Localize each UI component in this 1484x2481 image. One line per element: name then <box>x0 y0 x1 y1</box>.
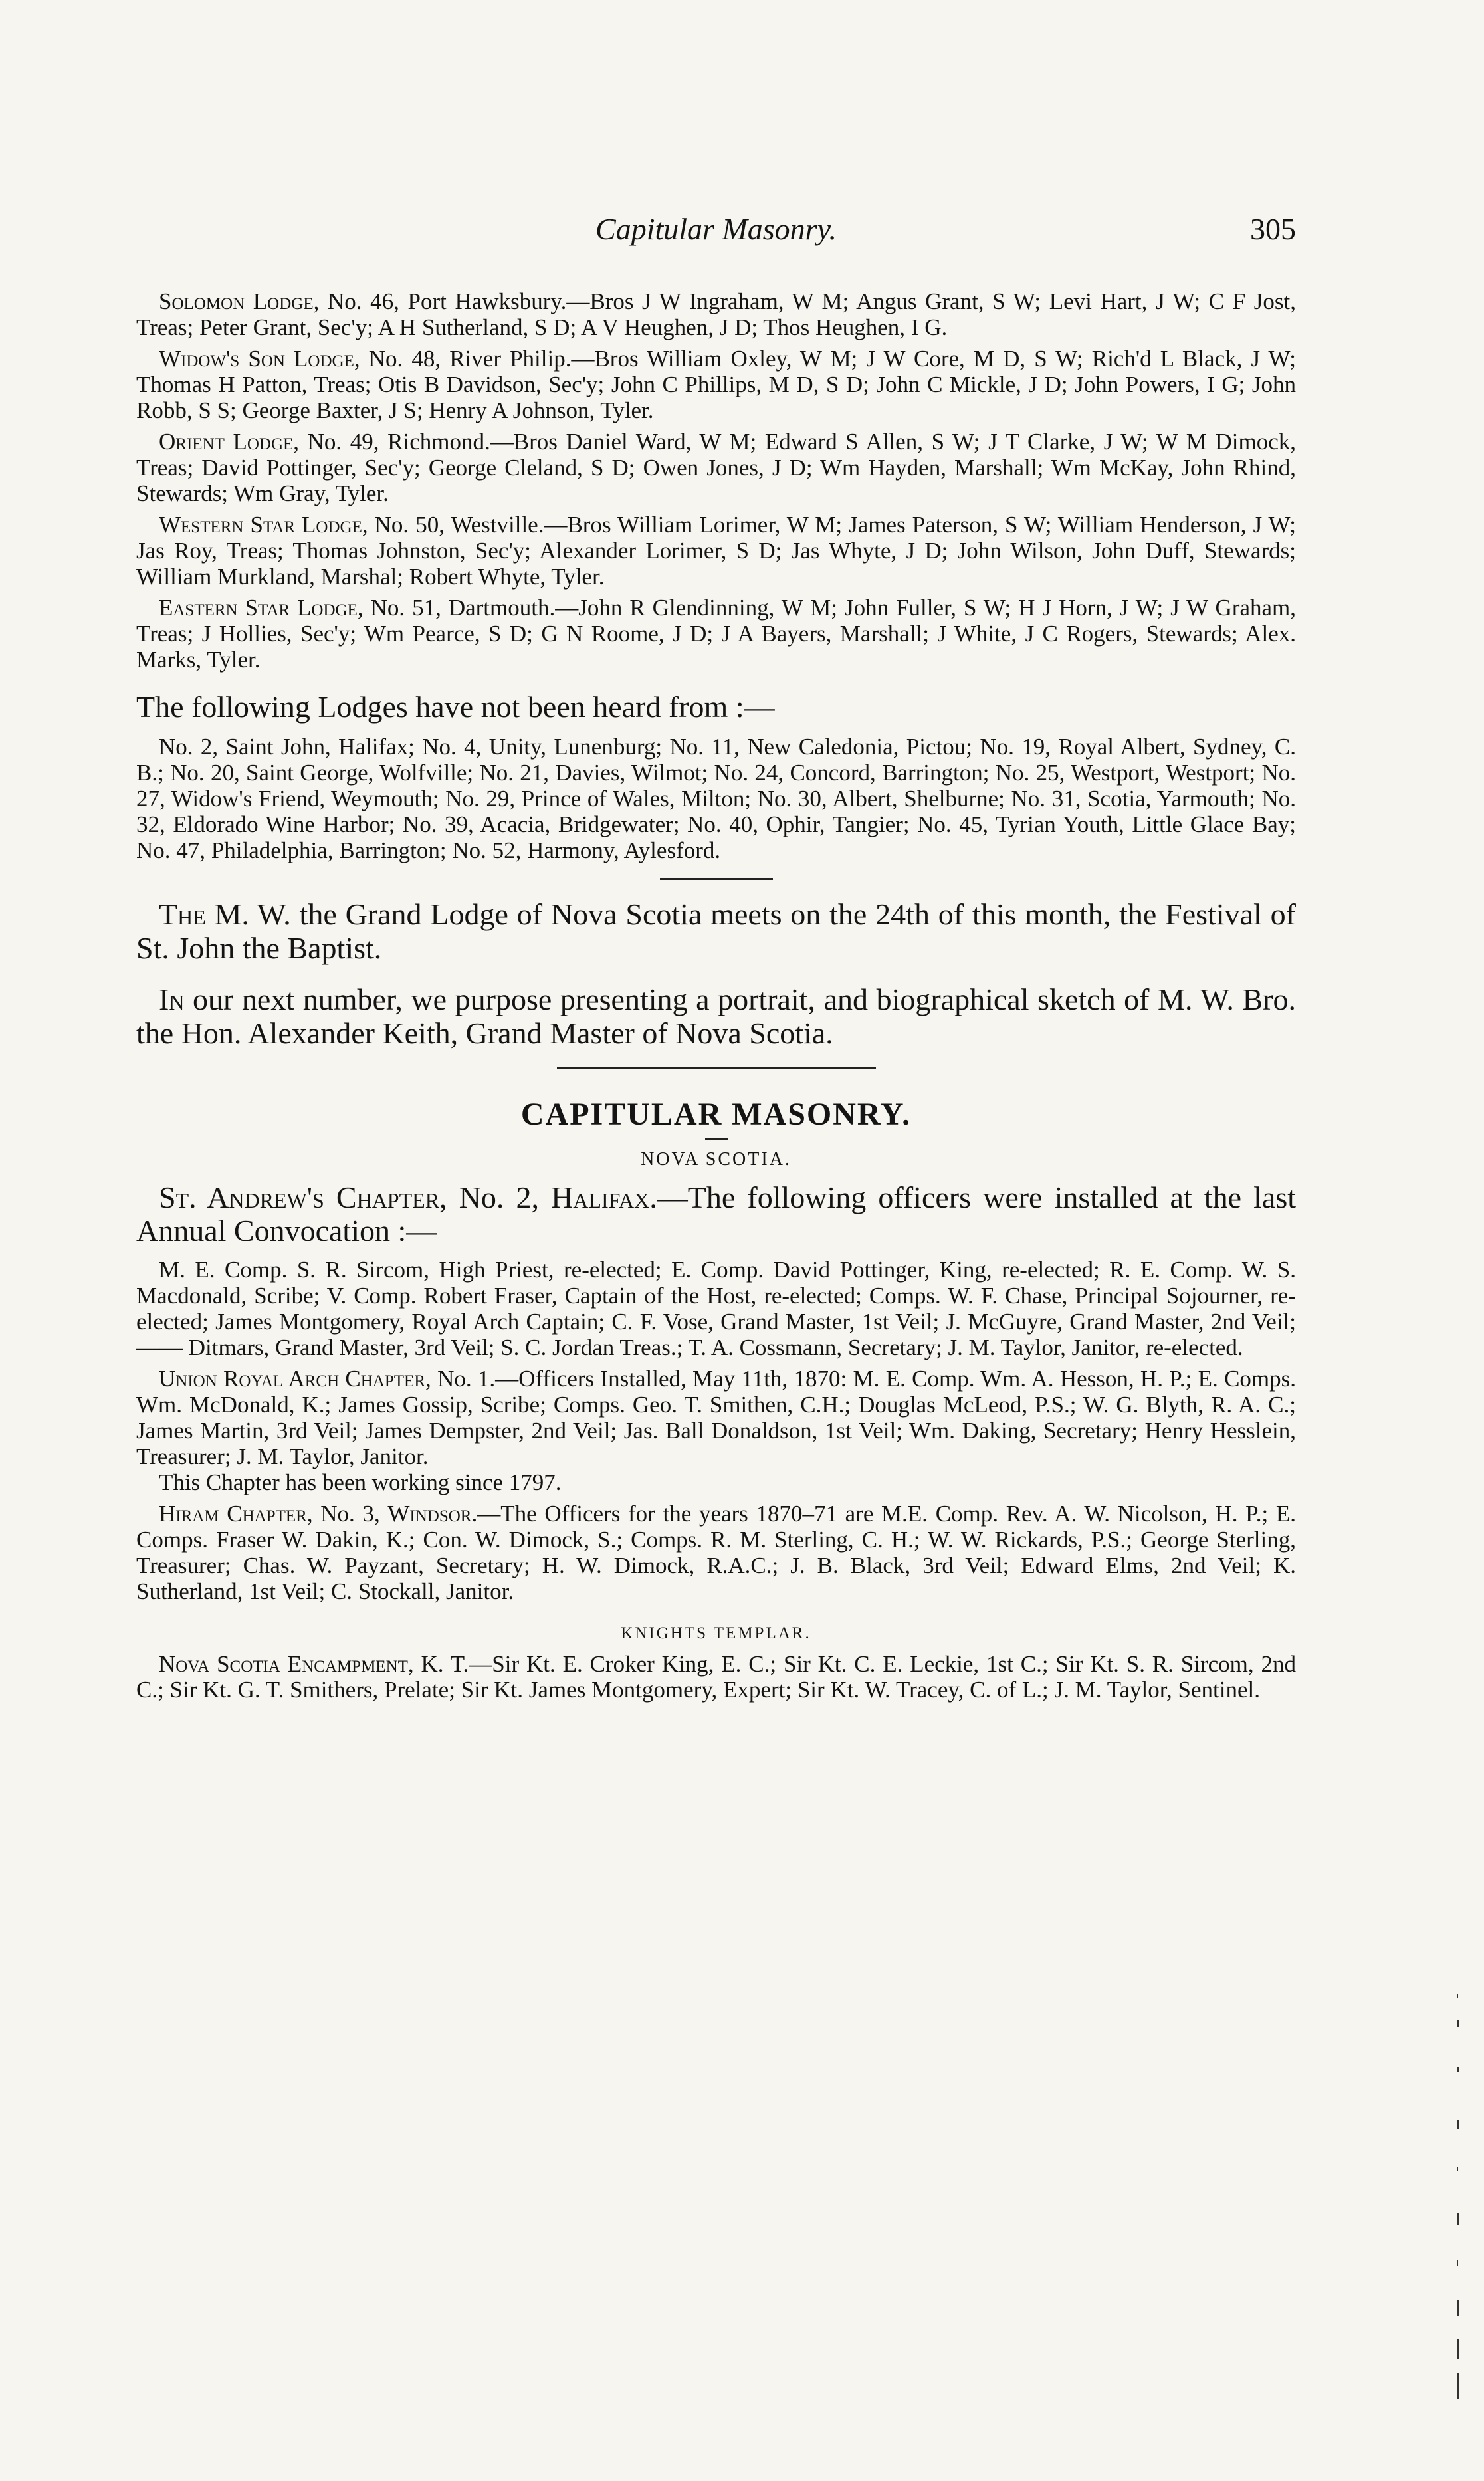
union-chapter-note: This Chapter has been working since 1797. <box>159 1469 562 1495</box>
chapter-name: St. Andrew's Chapter <box>159 1180 440 1214</box>
page-number: 305 <box>1250 212 1296 246</box>
encampment-entry <box>136 1651 1296 1703</box>
lodge-entry-western-star <box>136 512 1296 590</box>
union-chapter-entry <box>136 1366 1296 1469</box>
chapter-name: Union Royal Arch Chapter <box>159 1366 426 1392</box>
lodge-entry-widows-son <box>136 346 1296 423</box>
lodge-entry-solomon <box>136 288 1296 340</box>
chapter-place: Halifax <box>551 1180 650 1214</box>
lodge-name: Eastern Star Lodge <box>159 595 358 621</box>
section-title: CAPITULAR MASONRY. <box>520 1097 912 1132</box>
divider <box>557 1067 876 1069</box>
lodge-details: , No. 50, Westville.—Bros William Lorimer, W M; James Paterson, S W; William Henderson, J W; Jas Roy, Treas; Thomas Johnston, Sec'y; Alexander Lorimer, S D; Jas Whyte, J D; John Wilson, John Duff, Stewards; William Murkland, Marshal; Robert Whyte, Tyler. <box>136 512 1296 590</box>
chapter-number: , No. 2, <box>439 1180 552 1214</box>
lodge-name: Western Star Lodge <box>159 512 362 538</box>
running-head <box>136 211 1296 258</box>
divider <box>660 878 773 880</box>
lodge-entry-orient <box>136 429 1296 506</box>
notice-next-number <box>136 982 1296 1050</box>
encampment-details: , K. T.—Sir Kt. E. Croker King, E. C.; Sir Kt. C. E. Leckie, 1st C.; Sir Kt. S. R. Sircom, 2nd C.; Sir Kt. G. T. Smithers, Prelate; Sir Kt. James Montgomery, Expert; Sir Kt. W. Tracey, C. of L.; J. M. Taylor, Sentinel. <box>136 1651 1296 1703</box>
not-heard-heading: The following Lodges have not been heard from :— <box>136 690 775 724</box>
notice-grand-lodge <box>136 897 1296 965</box>
chapter-intro-text: .—The following officers were installed at the last Annual Convocation :— <box>136 1180 1296 1247</box>
lodge-entry-eastern-star <box>136 595 1296 673</box>
lodge-details: , No. 49, Richmond.—Bros Daniel Ward, W M; Edward S Allen, S W; J T Clarke, J W; W M Dimock, Treas; David Pottinger, Sec'y; George Cleland, S D; Owen Jones, J D; Wm Hayden, Marshall; Wm McKay, John Rhind, Stewards; Wm Gray, Tyler. <box>136 429 1296 506</box>
st-andrews-officers: M. E. Comp. S. R. Sircom, High Priest, re-elected; E. Comp. David Pottinger, King, re-elected; R. E. Comp. W. S. Macdonald, Scribe; V. Comp. Robert Fraser, Captain of the Host, re-elected; Comps. W. F. Chase, Principal Sojourner, re-elected; James Montgomery, Royal Arch Captain; C. F. Vose, Grand Master, 1st Veil; J. McGuyre, Grand Master, 2nd Veil; —— Ditmars, Grand Master, 3rd Veil; S. C. Jordan Treas.; T. A. Cossmann, Secretary; J. M. Taylor, Janitor, re-elected. <box>136 1257 1296 1360</box>
divider <box>705 1138 728 1140</box>
lodge-details: , No. 51, Dartmouth.—John R Glendinning, W M; John Fuller, S W; H J Horn, J W; J W Graham, Treas; J Hollies, Sec'y; Wm Pearce, S D; G N Roome, J D; J A Bayers, Marshall; J White, J C Rogers, Stewards; Alex. Marks, Tyler. <box>136 595 1297 673</box>
chapter-details: , No. 1.—Officers Installed, May 11th, 1870: M. E. Comp. Wm. A. Hesson, H. P.; E. Comps. Wm. McDonald, K.; James Gossip, Scribe; Comps. Geo. T. Smithen, C.H.; Douglas McLeod, P.S.; W. G. Blyth, R. A. C.; James Martin, 3rd Veil; James Dempster, 2nd Veil; Jas. Ball Donaldson, 1st Veil; Wm. Daking, Secretary; Henry Hesslein, Treasurer; J. M. Taylor, Janitor. <box>136 1366 1297 1469</box>
lodge-name: Solomon Lodge <box>159 288 314 314</box>
lodge-name: Widow's Son Lodge <box>159 346 354 372</box>
margin-speckle <box>1455 1994 1461 2406</box>
lodge-details: , No. 46, Port Hawksbury.—Bros J W Ingraham, W M; Angus Grant, S W; Levi Hart, J W; C F Jost, Treas; Peter Grant, Sec'y; A H Sutherland, S D; A V Heughen, J D; Thos Heughen, I G. <box>136 288 1296 340</box>
notice-lead: The <box>159 897 206 931</box>
chapter-details: .—The Officers for the years 1870–71 are M.E. Comp. Rev. A. W. Nicolson, H. P.; E. Comps. Fraser W. Dakin, K.; Con. W. Dimock, S.; Comps. R. M. Sterling, C. H.; W. W. Rickards, P.S.; George Sterling, Treasurer; Chas. W. Payzant, Secretary; H. W. Dimock, R.A.C.; J. B. Black, 3rd Veil; Edward Elms, 2nd Veil; K. Sutherland, 1st Veil; C. Stockall, Janitor. <box>136 1501 1296 1604</box>
chapter-number: , No. 3, <box>306 1501 388 1527</box>
notice-text: M. W. the Grand Lodge of Nova Scotia meets on the 24th of this month, the Festival of St. John the Baptist. <box>136 897 1296 965</box>
notice-lead: In <box>159 982 185 1016</box>
running-title: Capitular Masonry. <box>595 212 837 246</box>
chapter-place: Windsor <box>387 1501 472 1527</box>
not-heard-list: No. 2, Saint John, Halifax; No. 4, Unity, Lunenburg; No. 11, New Caledonia, Pictou; No. 19, Royal Albert, Sydney, C. B.; No. 20, Saint George, Wolfville; No. 21, Davies, Wilmot; No. 24, Concord, Barrington; No. 25, Westport, Westport; No. 27, Widow's Friend, Weymouth; No. 29, Prince of Wales, Milton; No. 30, Albert, Shelburne; No. 31, Scotia, Yarmouth; No. 32, Eldorado Wine Harbor; No. 39, Acacia, Bridgewater; No. 40, Ophir, Tangier; No. 45, Tyrian Youth, Little Glace Bay; No. 47, Philadelphia, Barrington; No. 52, Harmony, Aylesford. <box>136 734 1296 863</box>
hiram-chapter-entry <box>136 1501 1296 1604</box>
encampment-name: Nova Scotia Encampment <box>159 1651 408 1677</box>
lodge-details: , No. 48, River Philip.—Bros William Oxley, W M; J W Core, M D, S W; Rich'd L Black, J W; Thomas H Patton, Treas; Otis B Davidson, Sec'y; John C Phillips, M D, S D; John C Mickle, J D; John Powers, I G; John Robb, S S; George Baxter, J S; Henry A Johnson, Tyler. <box>136 346 1296 423</box>
notice-text: our next number, we purpose presenting a portrait, and biographical sketch of M. W. Bro. the Hon. Alexander Keith, Grand Master of Nova Scotia. <box>136 982 1296 1050</box>
st-andrews-intro <box>136 1181 1296 1247</box>
chapter-name: Hiram Chapter <box>159 1501 307 1527</box>
page <box>136 211 1296 1708</box>
section-subhead: NOVA SCOTIA. <box>641 1149 792 1170</box>
lodge-name: Orient Lodge <box>159 429 294 455</box>
templar-subhead: KNIGHTS TEMPLAR. <box>621 1624 811 1642</box>
